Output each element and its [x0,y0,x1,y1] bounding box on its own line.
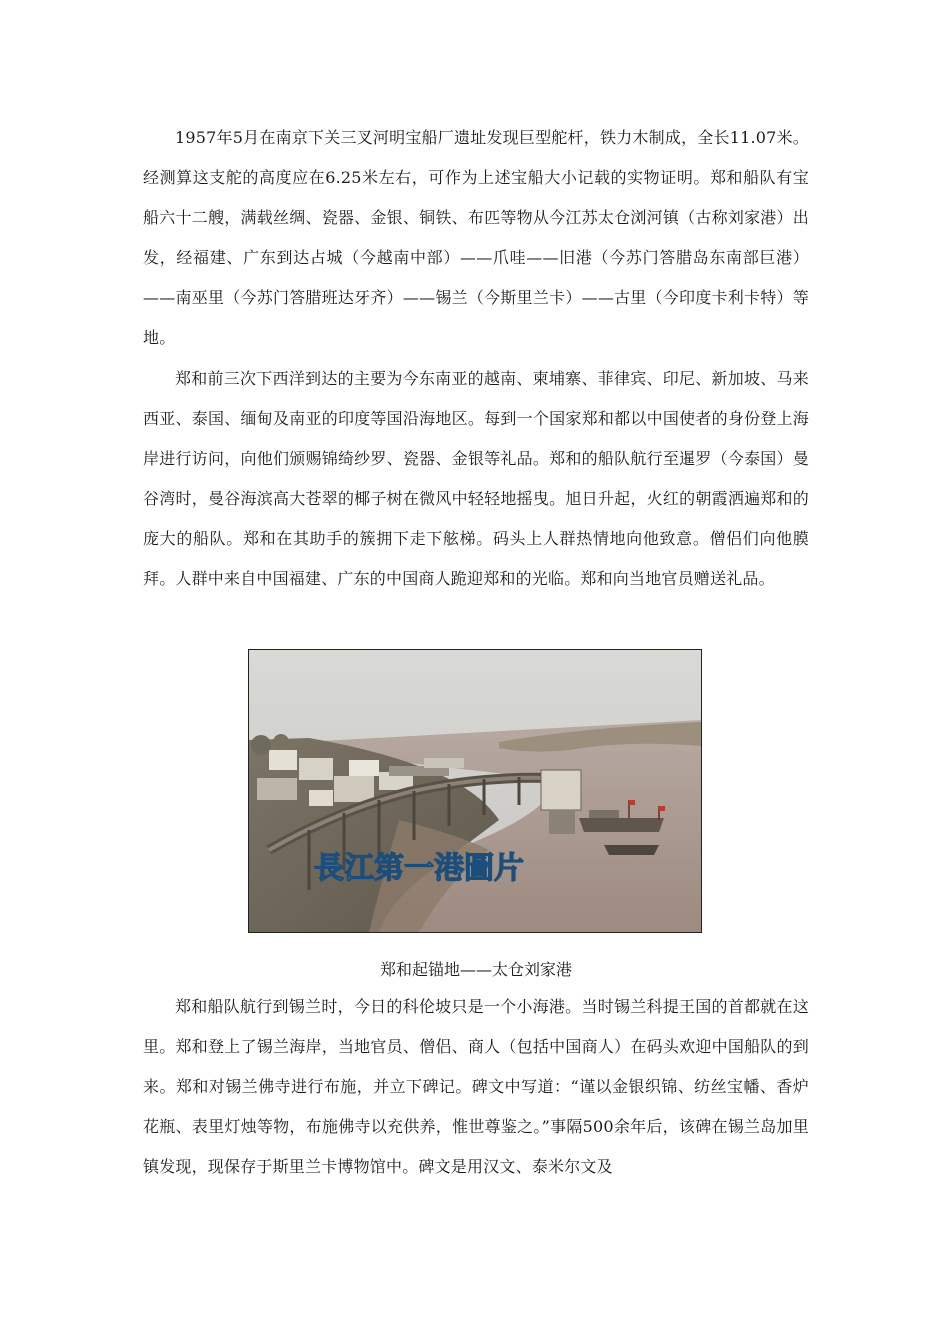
paragraph-first-three-voyages: 郑和前三次下西洋到达的主要为今东南亚的越南、柬埔寨、菲律宾、印尼、新加坡、马来西亚、泰国、缅甸及南亚的印度等国沿海地区。每到一个国家郑和都以中国使者的身份登上海岸进行访问，向他们颁赐锦绮纱罗、瓷器、金银等礼品。郑和的船队航行至暹罗（今泰国）曼谷湾时，曼谷海滨高大苍翠的椰子树在微风中轻轻地摇曳。旭日升起，火红的朝霞洒遍郑和的庞大的船队。郑和在其助手的簇拥下走下舷梯。码头上人群热情地向他致意。僧侣们向他膜拜。人群中来自中国福建、广东的中国商人跪迎郑和的光临。郑和向当地官员赠送礼品。 [143,369,809,588]
liujiagang-port-photo [248,649,702,933]
paragraph-treasure-ship-rudder: 1957年5月在南京下关三叉河明宝船厂遗址发现巨型舵杆，铁力木制成，全长11.07米。经测算这支舵的高度应在6.25米左右，可作为上述宝船大小记载的实物证明。郑和船队有宝船六十二艘，满载丝绸、瓷器、金银、铜铁、布匹等物从今江苏太仓浏河镇（古称刘家港）出发，经福建、广东到达占城（今越南中部）——爪哇——旧港（今苏门答腊岛东南部巨港）——南巫里（今苏门答腊班达牙齐）——锡兰（今斯里兰卡）——古里（今印度卡利卡特）等地。 [143,128,809,347]
paragraph-ceylon-voyage: 郑和船队航行到锡兰时，今日的科伦坡只是一个小海港。当时锡兰科提王国的首都就在这里。郑和登上了锡兰海岸，当地官员、僧侣、商人（包括中国商人）在码头欢迎中国船队的到来。郑和对锡兰佛寺进行布施，并立下碑记。碑文中写道：“谨以金银织锦、纺丝宝幡、香炉花瓶、表里灯烛等物，布施佛寺以充供养，惟世尊鉴之。”事隔500余年后，该碑在锡兰岛加里镇发现，现保存于斯里兰卡博物馆中。碑文是用汉文、泰米尔文及 [143,997,809,1176]
port-photo-illustration [249,650,701,932]
figure-caption: 郑和起锚地——太仓刘家港 [379,960,572,979]
photo-overlay-title: 長江第一港圖片 [314,851,524,886]
